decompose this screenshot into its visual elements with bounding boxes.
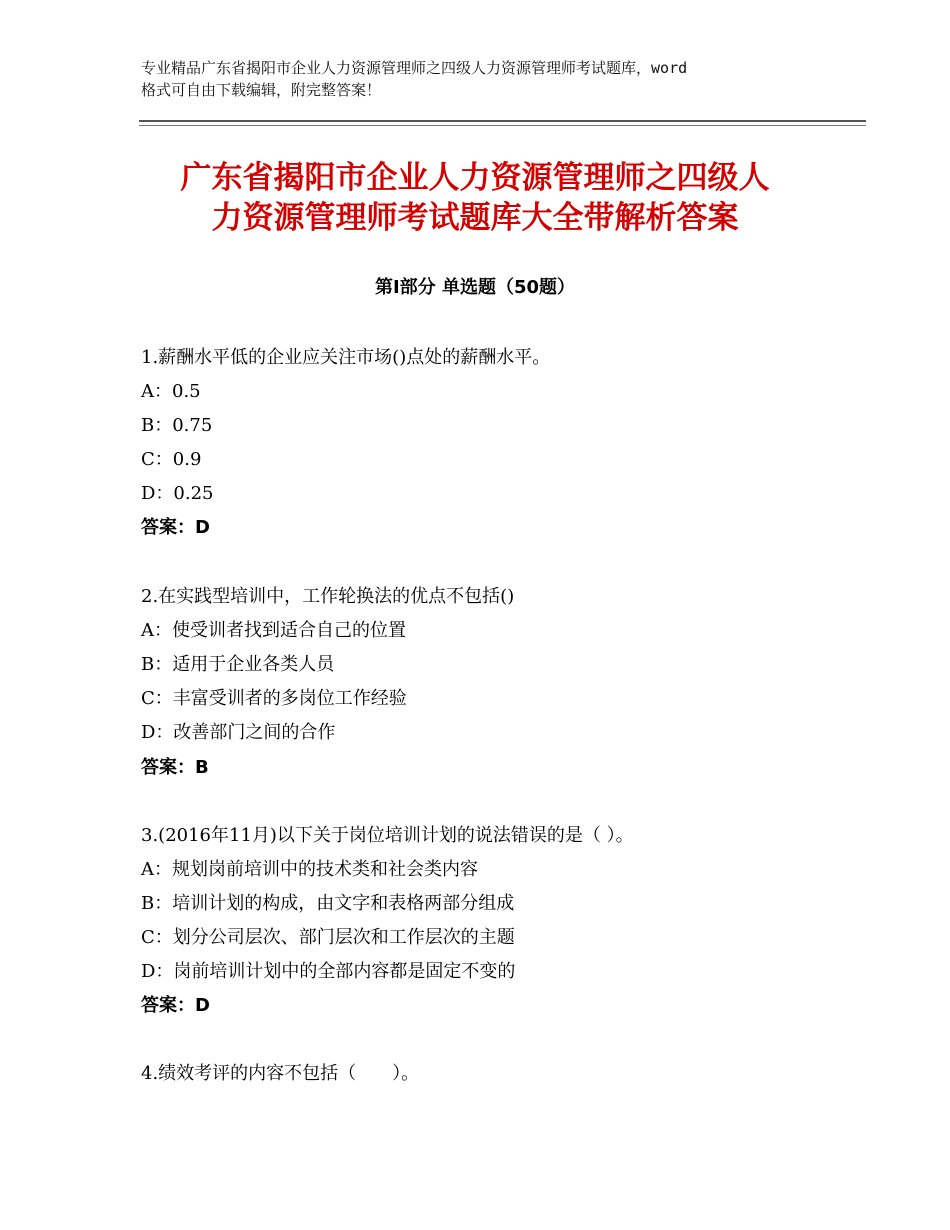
header-divider-thick <box>139 120 866 122</box>
question-stem: 4.绩效考评的内容不包括（ ）。 <box>141 1063 420 1084</box>
header-note-line2: 格式可自由下载编辑，附完整答案！ <box>141 81 382 99</box>
question-option: B：培训计划的构成，由文字和表格两部分组成 <box>141 893 515 914</box>
question-option: B：适用于企业各类人员 <box>141 654 335 675</box>
question-option: A：使受训者找到适合自己的位置 <box>141 620 406 641</box>
question-stem: 2.在实践型培训中，工作轮换法的优点不包括() <box>141 586 515 607</box>
header-note <box>141 57 841 101</box>
question-answer: 答案：B <box>141 757 209 778</box>
document-title <box>130 158 820 238</box>
question-answer: 答案：D <box>141 517 210 538</box>
question-option: C：划分公司层次、部门层次和工作层次的主题 <box>141 927 515 948</box>
question-option: B：0.75 <box>141 415 213 436</box>
question-option: A：规划岗前培训中的技术类和社会类内容 <box>141 859 478 880</box>
question-stem: 1.薪酬水平低的企业应关注市场()点处的薪酬水平。 <box>141 347 551 368</box>
question-answer: 答案：D <box>141 995 210 1016</box>
header-note-line1: 专业精品广东省揭阳市企业人力资源管理师之四级人力资源管理师考试题库，word <box>141 59 688 77</box>
question-option: D：岗前培训计划中的全部内容都是固定不变的 <box>141 961 516 982</box>
question-option: D：0.25 <box>141 483 214 504</box>
question-option: C：0.9 <box>141 449 202 470</box>
question-option: C：丰富受训者的多岗位工作经验 <box>141 688 407 709</box>
question-option: A：0.5 <box>141 381 201 402</box>
question-option: D：改善部门之间的合作 <box>141 722 336 743</box>
header-divider-thin <box>139 125 866 126</box>
document-title-line2: 力资源管理师考试题库大全带解析答案 <box>211 200 739 236</box>
section-title: 第Ⅰ部分 单选题（50题） <box>374 277 575 298</box>
question-stem: 3.(2016年11月)以下关于岗位培训计划的说法错误的是（ ）。 <box>141 825 634 846</box>
document-title-line1: 广东省揭阳市企业人力资源管理师之四级人 <box>180 160 770 196</box>
